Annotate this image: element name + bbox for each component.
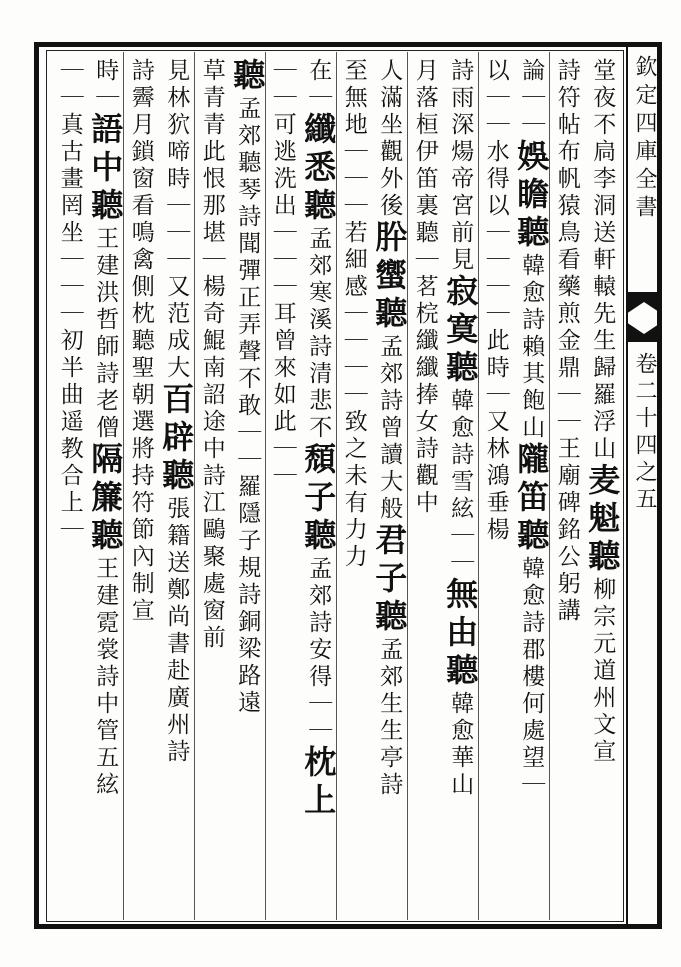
text-segment: 詩雨深煬帝宮前見: [447, 58, 474, 274]
text-segment: 在｜: [305, 58, 332, 112]
entry-heading: 語中聽: [86, 112, 125, 226]
text-segment: 王廟碑銘公躬講: [553, 436, 580, 625]
text-segment: 韓愈詩雪絃｜｜: [447, 388, 474, 577]
text-segment: 堂夜不扃李洞送軒轅先生歸羅浮山: [589, 58, 616, 463]
text-segment: 王建霓裳詩中管五絃: [92, 556, 119, 799]
entry-heading: 百辟聽: [157, 382, 196, 496]
text-segment: 孟郊生生亭詩: [376, 637, 403, 799]
volume-label: 卷二十四之五: [632, 352, 657, 514]
entry-heading: 麦魁聽: [583, 463, 622, 577]
text-segment: 王建洪哲師詩老僧: [92, 226, 119, 442]
text-segment: 論｜｜: [518, 58, 545, 139]
entry-heading: 聽: [228, 58, 267, 96]
text-segment: 至無地｜｜｜若細感｜｜｜｜致之未有力力: [340, 58, 367, 571]
entry-heading: 無由聽: [441, 577, 480, 691]
entry-heading: 纖悉聽: [299, 112, 338, 226]
text-segment: 韓愈詩郡樓何處望｜: [518, 556, 545, 799]
text-segment: 孟郊寒溪詩清悲不: [305, 226, 332, 442]
text-segment: 時｜: [92, 58, 119, 112]
entry-heading: 寂寞聽: [441, 274, 480, 388]
entry-heading: 君子聽: [370, 523, 409, 637]
text-segment: 韓愈華山: [447, 691, 474, 799]
entry-heading: 隴笛聽: [512, 442, 551, 556]
text-segment: 女詩觀中: [411, 409, 438, 517]
text-segment: 草青青此恨那堪｜楊奇鯤南詔途中詩江鷗聚處窗前: [198, 58, 225, 652]
entry-heading: 枕上: [299, 745, 338, 821]
fish-tail-mark: [626, 292, 662, 342]
entry-heading: 肸蠁聽: [370, 220, 409, 334]
text-segment: 孟郊聽琴詩聞彈正弄聲不敢｜｜羅隱子規詩銅梁路遠: [234, 96, 261, 717]
text-segment: 孟郊詩安得｜｜: [305, 556, 332, 745]
entry-heading: 隔簾聽: [86, 442, 125, 556]
entry-heading: 頹子聽: [299, 442, 338, 556]
text-segment: 聖朝選將持符節內制宣: [127, 355, 154, 625]
collection-title: 欽定四庫全書: [632, 55, 657, 223]
text-segment: 見林狖啼時｜｜｜又范成大: [163, 58, 190, 382]
text-segment: 柳宗元道州文宣: [589, 577, 616, 766]
text-segment: 人滿坐觀外後: [376, 58, 403, 220]
text-segment: 孟郊詩曾讀大般: [376, 334, 403, 523]
text-segment: 詩霽月鎖窗看鳴禽側枕聽: [127, 58, 154, 355]
text-segment: ｜｜真古畫罔坐｜｜｜初半曲遥教合上｜: [56, 58, 83, 544]
text-column: [48, 58, 92, 918]
text-segment: 韓愈詩賴其飽山: [518, 253, 545, 442]
text-segment: 月落桓伊笛裏聽｜茗梡纖纖捧: [411, 58, 438, 409]
text-segment: 張籍送鄭尚書赴廣州詩: [163, 496, 190, 766]
text-segment: 詩符帖布帆猿鳥看藥煎金鼎｜｜: [553, 58, 580, 436]
entry-heading: 娛瞻聽: [512, 139, 551, 253]
text-segment: 以｜｜水得以｜｜｜｜此時｜又林鴻垂楊: [482, 58, 509, 544]
text-segment: ｜｜可逃洗出｜｜｜耳曾來如此｜｜: [269, 58, 296, 490]
